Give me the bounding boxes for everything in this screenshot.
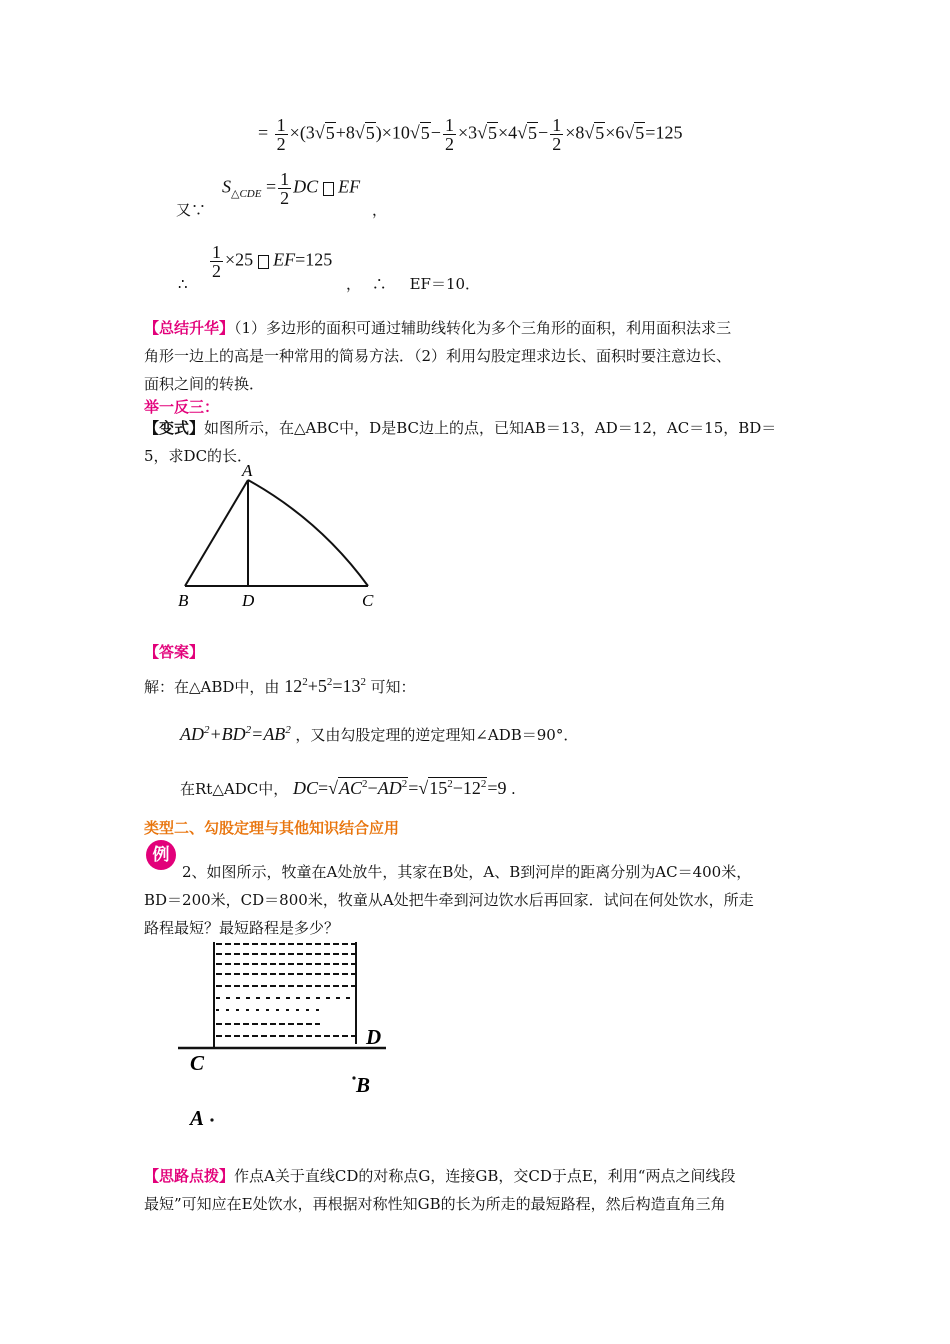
dc-calculation: $DC=√AC^2-AD^2=√15^2-12^2=9$ (292, 778, 507, 798)
label-b: B (178, 591, 189, 610)
pythagorean-numbers: $12^2+5^2=13^2$ (284, 676, 367, 696)
label-c: C (362, 591, 374, 610)
river-hatching (214, 942, 356, 1048)
side-ab (185, 480, 248, 586)
side-ac (248, 480, 368, 586)
ad-bd-ab-equation: $AD^2+BD^2=AB^2$ (180, 724, 291, 744)
ef-equation: $\frac{1}{2}$ ×25 EF=125 (212, 242, 333, 281)
summary-tag: 【总结升华】 (144, 319, 235, 337)
variant-tag: 【变式】 (144, 419, 205, 437)
answer-tag: 【答案】 (144, 643, 205, 661)
label-a: A (242, 461, 253, 480)
answer-line-3: 在Rt△ADC中， $DC=√AC^2-AD^2=√15^2-12^2=9$ . (180, 778, 516, 798)
river-figure (170, 936, 400, 1136)
therefore-symbol: ∴ (178, 275, 188, 293)
practice-heading: 举一反三： (144, 398, 220, 416)
fraction-half: $\frac{1}{2}$ (212, 242, 221, 281)
fraction-half: $\frac{1}{2}$ (552, 115, 562, 154)
example-badge: 例 (146, 840, 176, 870)
label-river-b: B (356, 1073, 371, 1097)
point-a (210, 1118, 213, 1121)
triangle-area-formula: $S_{\triangle CDE}$ = $\frac{1}{2}$ DC EF (222, 169, 361, 208)
fraction-half: $\frac{1}{2}$ (444, 115, 454, 154)
label-river-a: A (190, 1106, 205, 1130)
label-river-c: C (190, 1051, 205, 1075)
type2-heading: 类型二、勾股定理与其他知识结合应用 (144, 819, 400, 837)
example-paragraph: 2、如图所示，牧童在A处放牛，其家在B处，A、B到河岸的距离分别为AC＝400米， BD＝200米，CD＝800米，牧童从A处把牛牵到河边饮水后再回家．试问在何处饮水，所走 路程最短？最短路程是多少？ (144, 863, 754, 937)
label-river-d: D (366, 1025, 382, 1049)
answer-line-1: 解：在△ABD中，由 $12^2+5^2=13^2$ 可知： (144, 676, 416, 696)
fraction-half: $\frac{1}{2}$ (276, 115, 286, 154)
therefore-result: ， ∴ EF＝10． (346, 275, 481, 293)
summary-paragraph: 【总结升华】（1）多边形的面积可通过辅助线转化为多个三角形的面积，利用面积法求三 角形一边上的高是一种常用的简易方法．（2）利用勾股定理求边长、面积时要注意边长、 面积之间的转换． (144, 319, 732, 393)
hint-paragraph: 【思路点拨】作点A关于直线CD的对称点G，连接GB，交CD于点E，利用“两点之间线段 最短”可知应在E处饮水，再根据对称性知GB的长为所走的最短路程，然后构造直角三角 (144, 1167, 736, 1213)
because-symbol: 又∵ (176, 201, 207, 219)
variant-paragraph: 【变式】如图所示，在△ABC中，D是BC边上的点，已知AB＝13，AD＝12，AC＝15，BD＝ 5，求DC的长． (144, 419, 777, 465)
triangle-figure (170, 460, 390, 610)
fraction-half: $\frac{1}{2}$ (280, 169, 290, 208)
comma: ， (372, 201, 388, 219)
answer-line-2: $AD^2+BD^2=AB^2$ ，又由勾股定理的逆定理知∠ADB＝90°． (180, 724, 579, 744)
label-d: D (242, 591, 255, 610)
area-formula: = $\frac{1}{2}$ ×(3√5+8√5)×10√5− $\frac{1}{2}$ ×3√5×4√5− $\frac{1}{2}$ ×8√5×6√5=125 (258, 115, 683, 154)
hint-tag: 【思路点拨】 (144, 1167, 235, 1185)
